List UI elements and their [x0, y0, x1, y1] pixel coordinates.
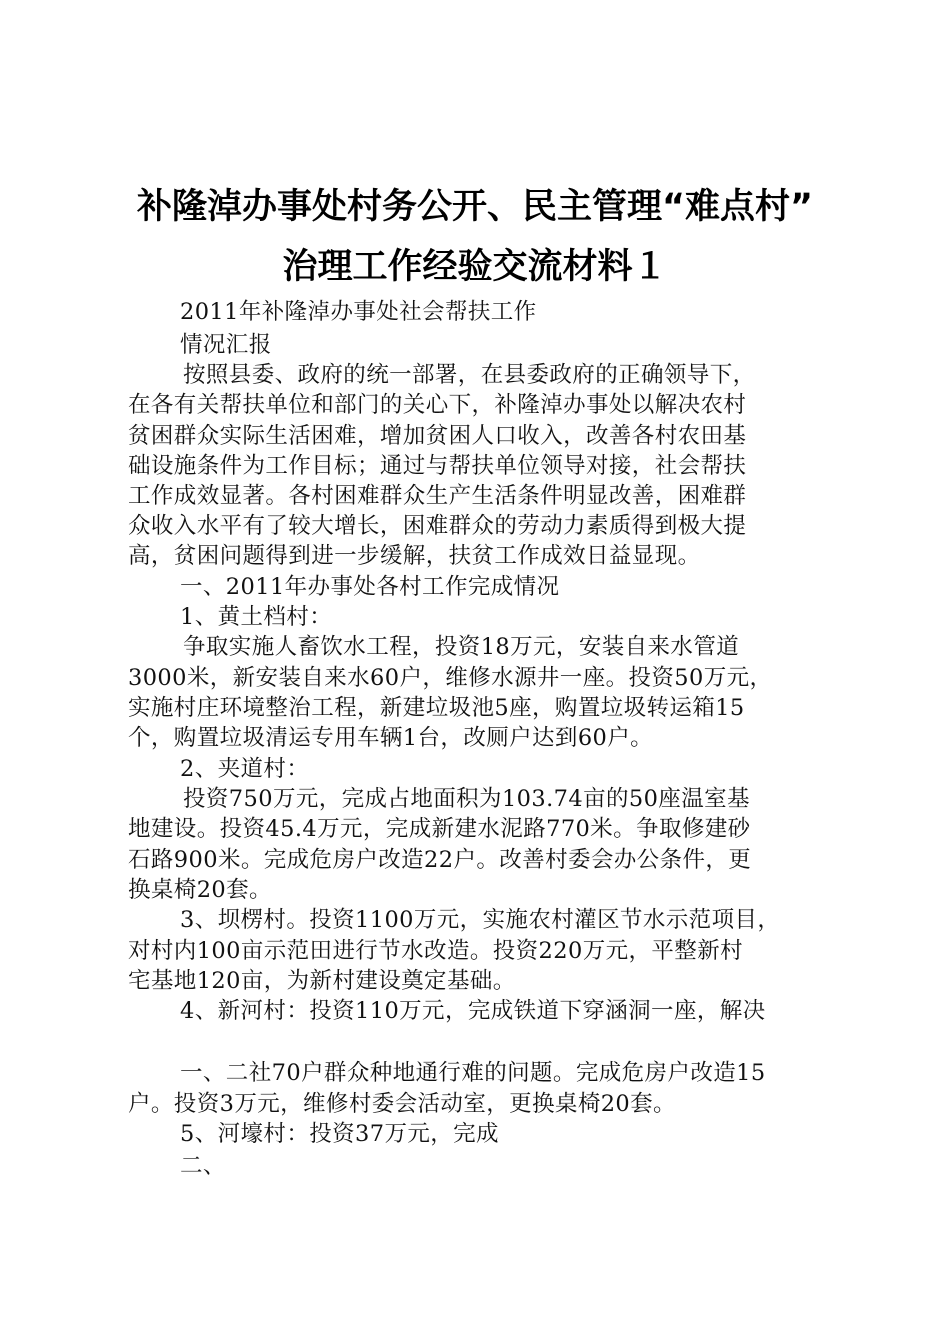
paragraph-line: 在各有关帮扶单位和部门的关心下，补隆淖办事处以解决农村 — [128, 392, 747, 418]
paragraph-line: 工作成效显著。各村困难群众生产生活条件明显改善，困难群 — [128, 483, 747, 509]
section-heading: 一、2011年办事处各村工作完成情况 — [180, 574, 560, 600]
paragraph-line: 一、二社70户群众种地通行难的问题。完成危房户改造15 — [180, 1060, 766, 1086]
village-heading: 1、黄土档村： — [180, 604, 333, 630]
paragraph-line: 高，贫困问题得到进一步缓解，扶贫工作成效日益显现。 — [128, 543, 701, 569]
paragraph-line: 众收入水平有了较大增长，困难群众的劳动力素质得到极大提 — [128, 513, 747, 539]
paragraph-line: 4、新河村：投资110万元，完成铁道下穿涵洞一座，解决 — [180, 998, 766, 1024]
paragraph-line: 地建设。投资45.4万元，完成新建水泥路770米。争取修建砂 — [128, 816, 751, 842]
paragraph-line: 个，购置垃圾清运专用车辆1台，改厕户达到60户。 — [128, 725, 654, 751]
paragraph-line: 石路900米。完成危房户改造22户。改善村委会办公条件，更 — [128, 847, 752, 873]
paragraph-line: 换桌椅20套。 — [128, 877, 272, 903]
paragraph-line: 实施村庄环境整治工程，新建垃圾池5座，购置垃圾转运箱15 — [128, 695, 745, 721]
paragraph-line: 按照县委、政府的统一部署，在县委政府的正确领导下， — [183, 362, 756, 388]
subtitle-line-1: 2011年补隆淖办事处社会帮扶工作 — [180, 299, 537, 325]
paragraph-line: 宅基地120亩，为新村建设奠定基础。 — [128, 968, 516, 994]
paragraph-line: 础设施条件为工作目标；通过与帮扶单位领导对接，社会帮扶 — [128, 453, 747, 479]
paragraph-line: 3000米，新安装自来水60户，维修水源井一座。投资50万元， — [128, 665, 773, 691]
document-title-line-1: 补隆淖办事处村务公开、民主管理“难点村” — [136, 187, 813, 227]
paragraph-line: 贫困群众实际生活困难，增加贫困人口收入，改善各村农田基 — [128, 423, 747, 449]
section-heading: 二、 — [180, 1153, 226, 1179]
village-heading: 2、夹道村： — [180, 756, 310, 782]
document-title-line-2: 治理工作经验交流材料１ — [282, 247, 668, 287]
paragraph-line: 5、河壕村：投资37万元，完成 — [180, 1121, 499, 1147]
paragraph-line: 3、坝楞村。投资1100万元，实施农村灌区节水示范项目， — [180, 907, 781, 933]
paragraph-line: 投资750万元，完成占地面积为103.74亩的50座温室基 — [183, 786, 750, 812]
paragraph-line: 争取实施人畜饮水工程，投资18万元，安装自来水管道 — [183, 634, 740, 660]
paragraph-line: 户。投资3万元，维修村委会活动室，更换桌椅20套。 — [128, 1091, 676, 1117]
subtitle-line-2: 情况汇报 — [180, 332, 272, 358]
paragraph-line: 对村内100亩示范田进行节水改造。投资220万元，平整新村 — [128, 938, 743, 964]
